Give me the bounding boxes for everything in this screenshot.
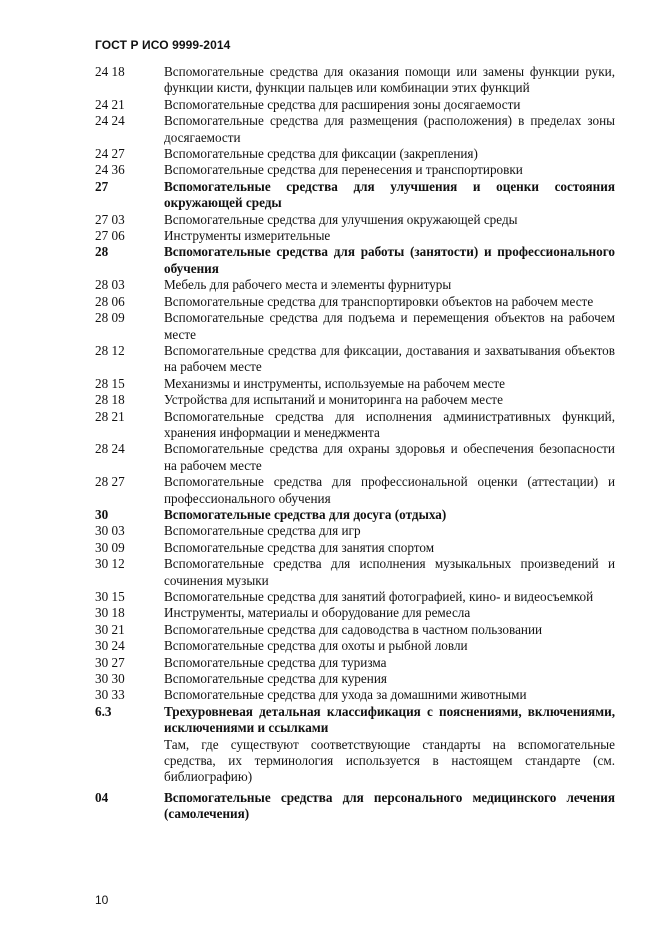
list-item <box>95 687 615 703</box>
list-item <box>95 146 615 162</box>
list-item <box>95 474 615 507</box>
group-heading <box>95 179 615 212</box>
item-text: Вспомогательные средства для исполнения музыкальных произведений и сочинения музыки <box>164 556 615 588</box>
item-text: Вспомогательные средства для размещения (расположения) в пределах зоны досягаемости <box>164 113 615 145</box>
item-code: 28 06 <box>95 293 125 309</box>
list-item <box>95 97 615 113</box>
group-code: 30 <box>95 506 109 522</box>
list-item <box>95 392 615 408</box>
list-item <box>95 540 615 556</box>
item-code: 28 27 <box>95 474 125 490</box>
item-text: Вспомогательные средства для транспортировки объектов на рабочем месте <box>164 293 594 309</box>
list-item <box>95 589 615 605</box>
item-text: Вспомогательные средства для туризма <box>164 654 387 670</box>
list-item <box>95 162 615 178</box>
item-code: 30 15 <box>95 589 125 604</box>
item-code: 30 30 <box>95 671 125 687</box>
list-item <box>95 638 615 654</box>
item-text: Вспомогательные средства для занятий фотографией, кино- и видеосъемкой <box>164 589 594 604</box>
list-item <box>95 605 615 621</box>
group-title: Вспомогательные средства для улучшения и оценки состояния окружающей среды <box>164 178 615 211</box>
group-heading <box>95 244 615 277</box>
list-item <box>95 622 615 638</box>
list-item <box>95 441 615 474</box>
item-code: 24 21 <box>95 96 125 112</box>
list-item <box>95 113 615 146</box>
item-code: 28 09 <box>95 310 125 326</box>
item-text: Вспомогательные средства для охраны здоровья и обеспечения безопасности на рабочем месте <box>164 441 615 473</box>
item-text: Вспомогательные средства для курения <box>164 671 387 687</box>
group-code: 04 <box>95 789 109 805</box>
item-code: 30 33 <box>95 687 125 703</box>
item-text: Вспомогательные средства для расширения зоны досягаемости <box>164 96 521 112</box>
item-code: 24 36 <box>95 162 125 178</box>
list-item <box>95 294 615 310</box>
item-code: 24 24 <box>95 113 125 129</box>
list-item <box>95 655 615 671</box>
section-number: 6.3 <box>95 703 112 719</box>
item-text: Механизмы и инструменты, используемые на рабочем месте <box>164 375 505 391</box>
list-item <box>95 343 615 376</box>
item-code: 30 27 <box>95 654 125 670</box>
paragraph <box>95 737 615 786</box>
item-text: Вспомогательные средства для исполнения административных функций, хранения информации и менеджмента <box>164 408 615 440</box>
item-code: 27 03 <box>95 211 125 227</box>
item-text: Вспомогательные средства для садоводства в частном пользовании <box>164 621 543 637</box>
item-code: 28 03 <box>95 277 125 293</box>
item-code: 24 27 <box>95 146 125 162</box>
list-item <box>95 409 615 442</box>
item-code: 30 18 <box>95 605 125 621</box>
item-code: 30 09 <box>95 539 125 555</box>
item-code: 30 12 <box>95 556 125 572</box>
page-number: 10 <box>95 893 109 907</box>
list-item <box>95 212 615 228</box>
item-text: Инструменты, материалы и оборудование для ремесла <box>164 605 471 621</box>
list-item <box>95 228 615 244</box>
group-code: 27 <box>95 178 109 194</box>
item-text: Вспомогательные средства для оказания помощи или замены функции руки, функции кисти, функции пальцев или комбинации этих функций <box>164 64 615 96</box>
item-code: 28 18 <box>95 392 125 408</box>
item-code: 28 24 <box>95 441 125 457</box>
group-title: Вспомогательные средства для работы (занятости) и профессионального обучения <box>164 244 615 276</box>
item-text: Вспомогательные средства для профессиональной оценки (аттестации) и профессионального обучения <box>164 474 615 506</box>
item-text: Вспомогательные средства для игр <box>164 523 361 539</box>
section-heading <box>95 704 615 737</box>
item-text: Вспомогательные средства для подъема и перемещения объектов на рабочем месте <box>164 310 615 342</box>
item-code: 28 15 <box>95 375 125 391</box>
item-code: 27 06 <box>95 228 125 244</box>
list-item <box>95 376 615 392</box>
item-text: Вспомогательные средства для занятия спортом <box>164 539 435 555</box>
item-text: Мебель для рабочего места и элементы фурнитуры <box>164 277 452 293</box>
item-code: 30 03 <box>95 523 125 539</box>
item-text: Вспомогательные средства для перенесения и транспортировки <box>164 162 523 178</box>
list-item <box>95 671 615 687</box>
item-text: Вспомогательные средства для улучшения окружающей среды <box>164 211 518 227</box>
list-item <box>95 277 615 293</box>
item-text: Вспомогательные средства для фиксации, доставания и захватывания объектов на рабочем месте <box>164 342 615 375</box>
classification-list <box>95 64 615 823</box>
paragraph-text: Там, где существуют соответствующие стандарты на вспомогательные средства, их терминология используется в настоящем стандарте (см. библиографию) <box>164 736 615 785</box>
item-text: Вспомогательные средства для охоты и рыбной ловли <box>164 638 468 654</box>
list-item <box>95 556 615 589</box>
section-title: Трехуровневая детальная классификация с пояснениями, включениями, исключениями и ссылками <box>164 703 615 736</box>
item-code: 28 21 <box>95 408 125 424</box>
item-code: 30 24 <box>95 638 125 654</box>
group-title: Вспомогательные средства для персонального медицинского лечения (самолечения) <box>164 789 615 822</box>
group-code: 28 <box>95 244 109 260</box>
document-header: ГОСТ Р ИСО 9999-2014 <box>95 38 231 52</box>
item-text: Инструменты измерительные <box>164 228 331 244</box>
item-code: 24 18 <box>95 64 125 79</box>
item-text: Устройства для испытаний и мониторинга на рабочем месте <box>164 392 503 408</box>
list-item <box>95 523 615 539</box>
group-heading <box>95 507 615 523</box>
list-item <box>95 64 615 97</box>
item-text: Вспомогательные средства для ухода за домашними животными <box>164 687 527 703</box>
group-title: Вспомогательные средства для досуга (отдыха) <box>164 506 447 522</box>
item-code: 30 21 <box>95 621 125 637</box>
group-heading <box>95 790 615 823</box>
list-item <box>95 310 615 343</box>
item-code: 28 12 <box>95 342 125 358</box>
item-text: Вспомогательные средства для фиксации (закрепления) <box>164 146 478 162</box>
